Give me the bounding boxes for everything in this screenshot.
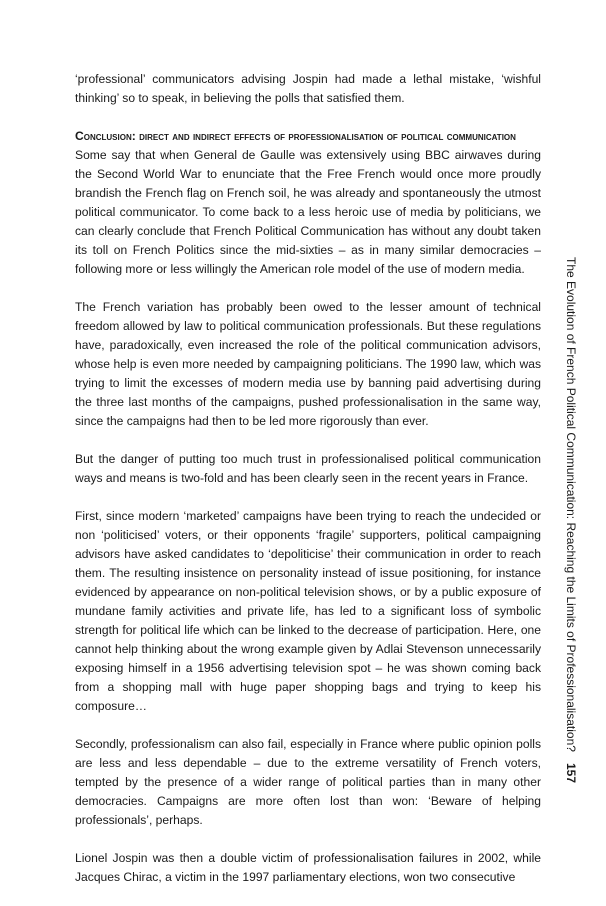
body-paragraph: Secondly, professionalism can also fail, especially in France where public opinion polls are less and less dependable – due to the extreme versatility of French voters, tempted by the presence of a wider range of political parties than in many other democracies. Campaigns are more often lost than won: ‘Beware of helping professionals’, perhaps. <box>75 737 541 827</box>
running-head <box>560 257 582 784</box>
body-paragraph: The French variation has probably been owed to the lesser amount of technical freedom allowed by law to political communication professionals. But these regulations have, paradoxically, even increased the role of the political communication advisors, whose help is even more needed by campaigning politicians. The 1990 law, which was trying to limit the excesses of modern media use by banning paid advertising during the three last months of the campaigns, pushed professionalisation in the same way, since the campaigns had then to be led more rigorously than ever. <box>75 300 541 428</box>
page-number: 157 <box>564 763 578 784</box>
body-paragraph: But the danger of putting too much trust in professionalised political communication ways and means is two-fold and has been clearly seen in the recent years in France. <box>75 452 541 485</box>
running-head-title: The Evolution of French Political Communication: Reaching the Limits of Professionalisation? <box>564 257 578 752</box>
section-heading: Conclusion: direct and indirect effects of professionalisation of political communication <box>75 129 516 143</box>
body-paragraph: First, since modern ‘marketed’ campaigns have been trying to reach the undecided or non ‘politicised’ voters, or their opponents ‘fragile’ supporters, political campaigning advisors have asked candidates to ‘depoliticise’ their communication in order to reach them. The resulting insistence on personality instead of issue positioning, for instance evidenced by appearance on non-political television shows, or by a public exposure of mundane family activities and private life, has led to a significant loss of symbolic strength for political life which can be linked to the decrease of participation. Here, one cannot help thinking about the wrong example given by Adlai Stevenson unnecessarily exposing himself in a 1956 advertising television spot – he was shown coming back from a shopping mall with huge paper shopping bags and trying to keep his composure… <box>75 509 541 713</box>
body-paragraph: Some say that when General de Gaulle was extensively using BBC airwaves during the Second World War to enunciate that the Free French would once more proudly brandish the French flag on French soil, he was already and spontaneously the utmost political communicator. To come back to a less heroic use of media by politicians, we can clearly conclude that French Political Communication has without any doubt taken its toll on French Politics since the mid-sixties – as in many similar democracies – following more or less willingly the American role model of the use of modern media. <box>75 148 541 276</box>
body-paragraph: ‘professional’ communicators advising Jospin had made a lethal mistake, ‘wishful thinking’ so to speak, in believing the polls that satisfied them. <box>75 72 541 105</box>
body-paragraph: Lionel Jospin was then a double victim of professionalisation failures in 2002, while Jacques Chirac, a victim in the 1997 parliamentary elections, won two consecutive <box>75 851 541 884</box>
page-body <box>75 70 541 906</box>
